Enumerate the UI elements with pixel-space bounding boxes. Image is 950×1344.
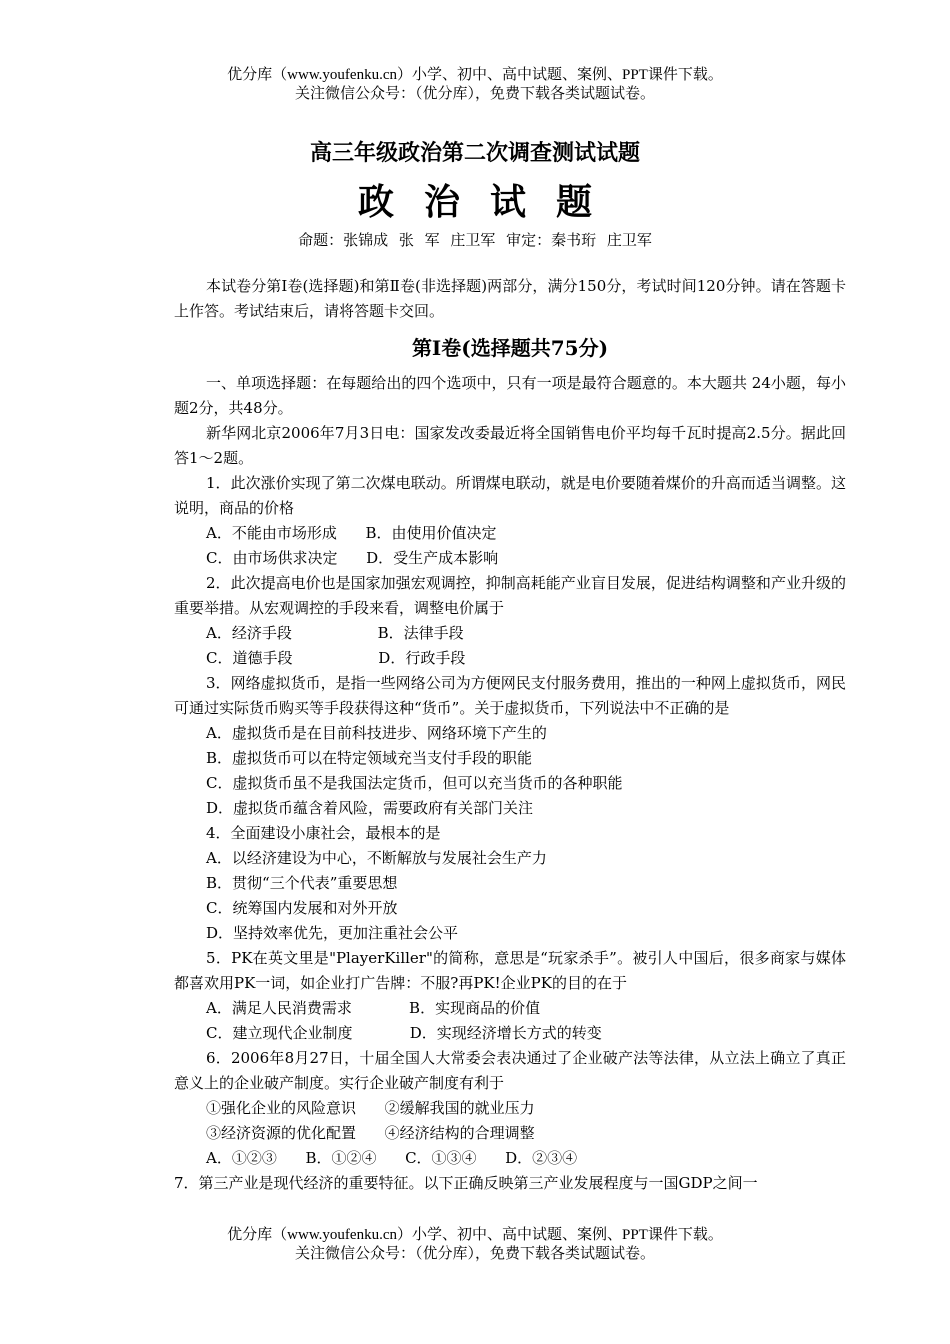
header-line-1: 优分库（www.youfenku.cn）小学、初中、高中试题、案例、PPT课件下载。 xyxy=(227,67,723,83)
option-row: D．坚持效率优先，更加注重社会公平 xyxy=(206,924,459,942)
question-stem: 3．网络虚拟货币，是指一些网络公司为方便网民支付服务费用，推出的一种网上虚拟货币，网民可通过实际货币购买等手段获得这种“货币”。关于虚拟货币，下列说法中不正确的是 xyxy=(174,674,846,717)
option-row: A．虚拟货币是在目前科技进步、网络环境下产生的 xyxy=(206,724,547,742)
material-text: 新华网北京2006年7月3日电：国家发改委最近将全国销售电价平均每千瓦时提高2.5分。据此回答1～2题。 xyxy=(174,424,846,467)
exam-content xyxy=(174,274,846,1196)
question-5 xyxy=(174,946,846,1046)
question-6 xyxy=(174,1046,846,1171)
exam-intro: 本试卷分第Ⅰ卷(选择题)和第Ⅱ卷(非选择题)两部分，满分150分，考试时间120分钟。请在答题卡上作答。考试结束后，请将答题卡交回。 xyxy=(174,277,846,320)
page-header xyxy=(0,66,950,104)
option-row: C．虚拟货币虽不是我国法定货币，但可以充当货币的各种职能 xyxy=(206,774,623,792)
option-row: A．不能由市场形成 B．由使用价值决定 xyxy=(206,524,497,542)
question-7-partial: 7．第三产业是现代经济的重要特征。以下正确反映第三产业发展程度与一国GDP之间一 xyxy=(174,1174,758,1192)
option-row: C．道德手段 D．行政手段 xyxy=(206,649,466,667)
question-stem: 4．全面建设小康社会，最根本的是 xyxy=(206,824,441,842)
part-instructions: 一、单项选择题：在每题给出的四个选项中，只有一项是最符合题意的。本大题共 24小题，每小题2分，共48分。 xyxy=(174,374,846,417)
section-heading: 第Ⅰ卷(选择题共75分) xyxy=(411,336,609,360)
option-row: ①强化企业的风险意识 ②缓解我国的就业压力 xyxy=(206,1099,535,1117)
option-row: D．虚拟货币蕴含着风险，需要政府有关部门关注 xyxy=(206,799,534,817)
option-row: C．建立现代企业制度 D．实现经济增长方式的转变 xyxy=(206,1024,602,1042)
question-3 xyxy=(174,671,846,821)
question-stem: 5．PK在英文里是"PlayerKiller"的简称，意思是“玩家杀手”。被引人中国后，很多商家与媒体都喜欢用PK一词，如企业打广告牌：不服?再PK!企业PK的目的在于 xyxy=(174,949,846,992)
question-stem: 2．此次提高电价也是国家加强宏观调控，抑制高耗能产业盲目发展，促进结构调整和产业升级的重要举措。从宏观调控的手段来看，调整电价属于 xyxy=(174,574,846,617)
question-stem: 6．2006年8月27日，十届全国人大常委会表决通过了企业破产法等法律，从立法上确立了真正意义上的企业破产制度。实行企业破产制度有利于 xyxy=(174,1049,846,1092)
question-2 xyxy=(174,571,846,671)
footer-line-2: 关注微信公众号：（优分库），免费下载各类试题试卷。 xyxy=(294,1246,655,1262)
exam-title: 政治试题 xyxy=(357,181,622,223)
option-row: ③经济资源的优化配置 ④经济结构的合理调整 xyxy=(206,1124,535,1142)
option-row: A．以经济建设为中心，不断解放与发展社会生产力 xyxy=(206,849,547,867)
option-row: C．由市场供求决定 D．受生产成本影响 xyxy=(206,549,499,567)
option-row: A．经济手段 B．法律手段 xyxy=(206,624,464,642)
question-stem: 1．此次涨价实现了第二次煤电联动。所谓煤电联动，就是电价要随着煤价的升高而适当调整。这说明，商品的价格 xyxy=(174,474,846,517)
option-row: B．贯彻“三个代表”重要思想 xyxy=(206,874,398,892)
page-footer xyxy=(0,1226,950,1264)
exam-subtitle: 高三年级政治第二次调查测试试题 xyxy=(309,140,640,166)
option-row: A．满足人民消费需求 B．实现商品的价值 xyxy=(206,999,541,1017)
question-1 xyxy=(174,471,846,571)
exam-authors: 命题：张锦成 张 军 庄卫军 审定：秦书珩 庄卫军 xyxy=(298,231,652,249)
footer-line-1: 优分库（www.youfenku.cn）小学、初中、高中试题、案例、PPT课件下载。 xyxy=(227,1227,723,1243)
option-row: B．虚拟货币可以在特定领域充当支付手段的职能 xyxy=(206,749,533,767)
question-4 xyxy=(174,821,846,946)
header-line-2: 关注微信公众号：（优分库），免费下载各类试题试卷。 xyxy=(294,86,655,102)
option-row: A．①②③ B．①②④ C．①③④ D．②③④ xyxy=(206,1149,578,1167)
option-row: C．统筹国内发展和对外开放 xyxy=(206,899,398,917)
